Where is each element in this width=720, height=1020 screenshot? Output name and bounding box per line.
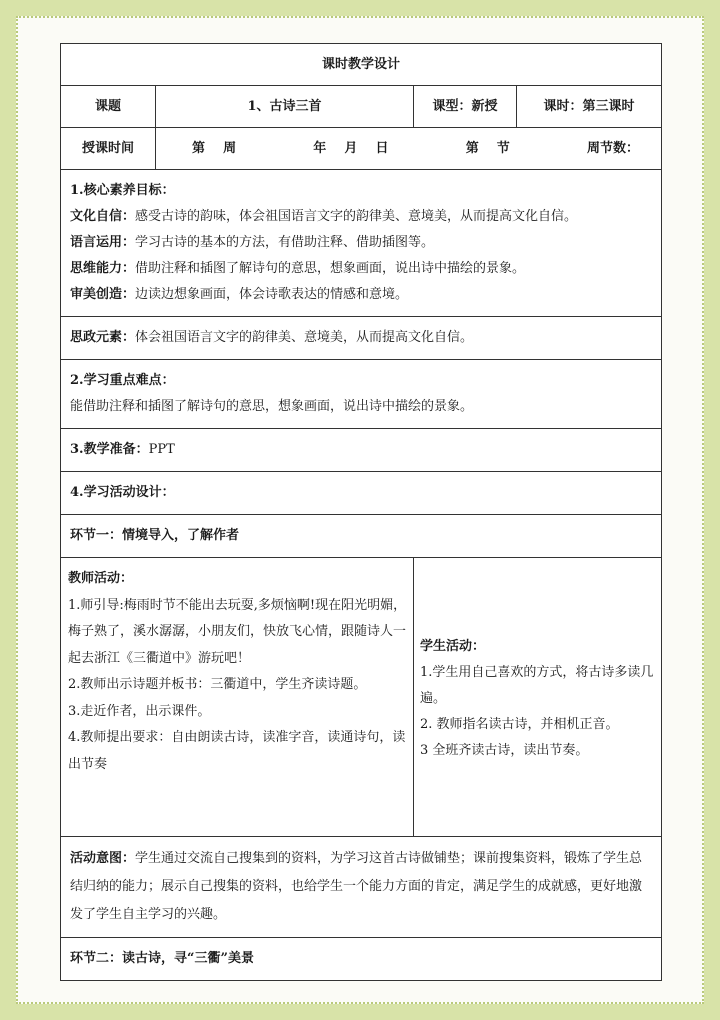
core-goal-item: 文化自信：感受古诗的韵味，体会祖国语言文字的韵律美、意境美，从而提高文化自信。 — [70, 209, 578, 224]
stage-one-heading: 环节一：情境导入，了解作者 — [61, 515, 662, 558]
lesson-type: 课型：新授 — [414, 86, 517, 128]
teacher-activity-text: 1.师引导:梅雨时节不能出去玩耍,多烦恼啊!现在阳光明媚，梅子熟了，溪水潺潺，小朋友们，快放飞心情，跟随诗人一起去浙江《三衢道中》游玩吧！ 2.教师出示诗题并板书：三衢道中，学生齐读诗题。 3.走近作者，出示课件。 4.教师提出要求：自由朗读古诗，读准字音，读通诗句，读出节奏 — [68, 597, 407, 772]
date-period: 第 节 — [465, 140, 510, 156]
date-week: 第 周 — [192, 140, 237, 156]
student-activity-item: 3 全班齐读古诗，读出节奏。 — [420, 743, 589, 758]
teaching-prep-text: PPT — [148, 442, 175, 457]
date-fields — [156, 128, 662, 170]
key-points-text: 能借助注释和插图了解诗句的意思，想象画面，说出诗中描绘的景象。 — [70, 399, 474, 414]
student-activity — [414, 558, 662, 837]
ideology-element — [61, 317, 662, 360]
activity-design-heading: 4.学习活动设计： — [61, 472, 662, 515]
key-points — [61, 360, 662, 429]
lesson-plan-page — [60, 43, 661, 981]
stage-two-heading: 环节二：读古诗，寻“三衢”美景 — [61, 938, 662, 981]
activity-intent-text: 学生通过交流自己搜集到的资料，为学习这首古诗做铺垫；课前搜集资料，锻炼了学生总结归纳的能力；展示自己搜集的资料，也给学生一个能力方面的肯定，满足学生的成就感，更好地激发了学生自主学习的兴趣。 — [70, 851, 643, 922]
core-goals-heading: 1.核心素养目标： — [70, 183, 175, 198]
teacher-activity — [61, 558, 414, 837]
activity-intent-label: 活动意图： — [70, 851, 136, 866]
teacher-activity-heading: 教师活动： — [68, 571, 134, 586]
date-label: 授课时间 — [61, 128, 156, 170]
teaching-prep-label: 3.教学准备： — [70, 442, 149, 457]
core-goal-item: 语言运用：学习古诗的基本的方法，有借助注释、借助插图等。 — [70, 235, 435, 250]
teaching-prep — [61, 429, 662, 472]
student-activity-item: 2. 教师指名读古诗，并相机正音。 — [420, 717, 619, 732]
activity-intent — [61, 837, 662, 938]
core-goal-item: 思维能力：借助注释和插图了解诗句的意思，想象画面，说出诗中描绘的景象。 — [70, 261, 526, 276]
lesson-time: 课时：第三课时 — [517, 86, 662, 128]
ideology-label: 思政元素： — [70, 330, 136, 345]
student-activity-item: 1.学生用自己喜欢的方式，将古诗多读几遍。 — [420, 665, 654, 706]
core-goal-item: 审美创造：边读边想象画面，体会诗歌表达的情感和意境。 — [70, 287, 409, 302]
topic-label: 课题 — [61, 86, 156, 128]
topic-value: 1、古诗三首 — [156, 86, 414, 128]
date-ymd: 年 月 日 — [313, 140, 389, 156]
key-points-heading: 2.学习重点难点： — [70, 373, 175, 388]
student-activity-heading: 学生活动： — [420, 639, 486, 654]
date-weekly-count: 周节数： — [587, 140, 640, 156]
lesson-plan-table — [60, 43, 662, 981]
page-title: 课时教学设计 — [61, 44, 662, 86]
ideology-text: 体会祖国语言文字的韵律美、意境美，从而提高文化自信。 — [135, 330, 474, 345]
core-goals — [61, 170, 662, 317]
